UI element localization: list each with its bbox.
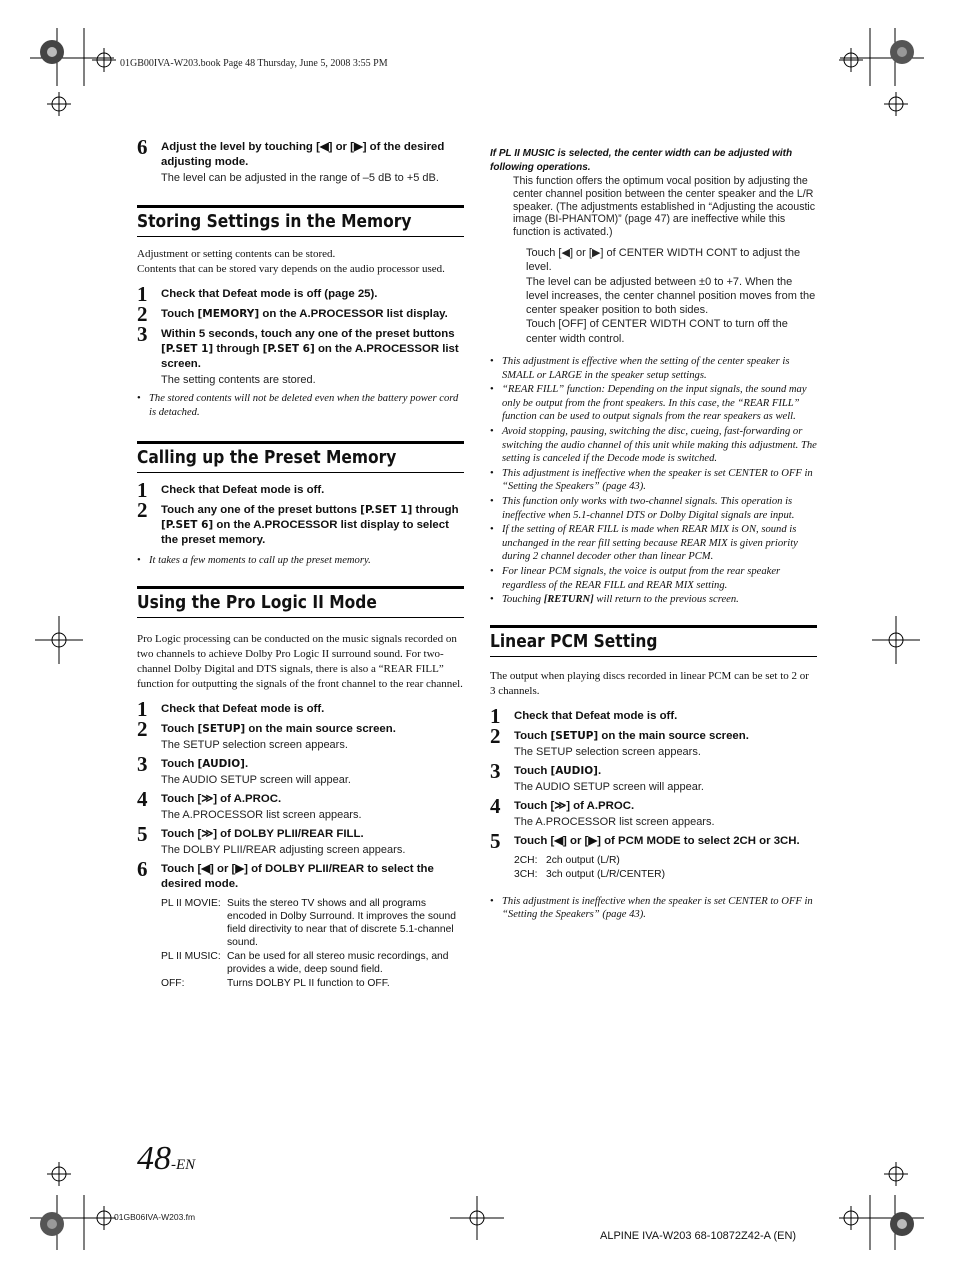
pcm-intro: The output when playing discs recorded in linear PCM can be set to 2 or 3 channels. — [490, 669, 809, 697]
right-arrow-icon: ▶ — [588, 834, 598, 847]
section-heading-calling: Calling up the Preset Memory — [137, 441, 464, 473]
section-heading-storing: Storing Settings in the Memory — [137, 205, 464, 237]
file-info-header: 01GB00IVA-W203.book Page 48 Thursday, June 5, 2008 3:55 PM — [120, 58, 388, 69]
definition-row: 3CH: 3ch output (L/R/CENTER) — [514, 868, 666, 880]
prologic-intro: Pro Logic processing can be conducted on the music signals recorded on two channels to achieve Dolby Pro Logic II surround sound. For two-channel Dolby Digital and DTS signals, there is also a “REAR FILL” function for outputting the signals of the front channel to the rear channel. — [137, 632, 463, 690]
forward-icon: ≫ — [201, 792, 214, 805]
pcm-step-3: 3 Touch [AUDIO]. The AUDIO SETUP screen will appear. — [490, 758, 704, 793]
left-column — [137, 135, 464, 991]
step-subtext: The level can be adjusted in the range of –5 dB to +5 dB. — [161, 172, 439, 184]
section-heading-pcm: Linear PCM Setting — [490, 625, 817, 657]
footer-file: 01GB06IVA-W203.fm — [114, 1212, 196, 1222]
left-arrow-icon: ◀ — [554, 834, 564, 847]
pcm-note: • This adjustment is ineffective when the speaker is set CENTER to OFF in “Setting the Speakers” (page 43). — [490, 895, 817, 922]
prologic-step-2: 2 Touch [SETUP] on the main source screen. The SETUP selection screen appears. — [137, 716, 396, 751]
center-width-heading: If PL II MUSIC is selected, the center width can be adjusted with following operations. — [490, 148, 793, 173]
prologic-step-1: 1 Check that Defeat mode is off. — [137, 696, 325, 721]
pcm-step-1: 1 Check that Defeat mode is off. — [490, 703, 678, 728]
section-heading-prologic: Using the Pro Logic II Mode — [137, 586, 464, 618]
calling-step-2: 2 Touch any one of the preset buttons [P.SET 1] through [P.SET 6] on the A.PROCESSOR list display to select the preset memory. — [137, 498, 459, 547]
footer-product-code: ALPINE IVA-W203 68-10872Z42-A (EN) — [600, 1230, 797, 1242]
definition-row: OFF: Turns DOLBY PL II function to OFF. — [161, 977, 390, 989]
left-arrow-icon: ◀ — [561, 246, 570, 259]
step-number: 6 — [137, 135, 148, 159]
forward-icon: ≫ — [554, 799, 567, 812]
storing-note: • The stored contents will not be deleted even when the battery power cord is detached. — [137, 392, 464, 419]
definition-row: PL II MOVIE: Suits the stereo TV shows and all programs encoded in Dolby Surround. It improves the sound field directivity to near that of discrete 5.1-channel sound. — [161, 897, 456, 948]
prologic-step-4: 4 Touch [≫] of A.PROC. The A.PROCESSOR list screen appears. — [137, 786, 362, 821]
storing-step-2: 2 Touch [MEMORY] on the A.PROCESSOR list display. — [137, 302, 448, 326]
right-arrow-icon: ▶ — [591, 246, 601, 259]
dolby-mode-list — [161, 897, 464, 990]
center-width-instructions: Touch [◀] or [▶] of CENTER WIDTH CONT to adjust the level. The level can be adjusted between ±0 to +7. When the level increases, the center channel position moves from the center speaker position to both sides. Touch [OFF] of CENTER WIDTH CONT to turn off the center width control. — [526, 246, 816, 345]
pcm-step-2: 2 Touch [SETUP] on the main source screen. The SETUP selection screen appears. — [490, 723, 749, 758]
right-column — [490, 147, 817, 923]
pcm-step-4: 4 Touch [≫] of A.PROC. The A.PROCESSOR list screen appears. — [490, 793, 715, 828]
note-return: • Touching [RETURN] will return to the previous screen. — [490, 593, 817, 607]
pcm-mode-list — [514, 854, 817, 881]
definition-row: 2CH: 2ch output (L/R) — [514, 854, 620, 866]
step-adjust-level — [137, 135, 464, 185]
storing-step-3: 3 Within 5 seconds, touch any one of the preset buttons [P.SET 1] through [P.SET 6] on the A.PROCESSOR list screen. The setting contents are stored. — [137, 322, 459, 386]
right-arrow-icon: ▶ — [353, 141, 363, 153]
storing-step-1: 1 Check that Defeat mode is off (page 25). — [137, 282, 378, 306]
right-arrow-icon: ▶ — [235, 862, 245, 875]
storing-intro: Adjustment or setting contents can be stored. Contents that can be stored vary depends on the audio processor used. — [137, 248, 445, 275]
prologic-step-6: 6 Touch [◀] or [▶] of DOLBY PLII/REAR to select the desired mode. — [137, 856, 434, 890]
pcm-step-5: 5 Touch [◀] or [▶] of PCM MODE to select 2CH or 3CH. — [490, 828, 800, 853]
center-width-description: This function offers the optimum vocal position by adjusting the center channel position between the center speaker and the L/R speaker. (The adjustments established in “Adjusting the acoustic image (BI-PHANTOM)” (page 47) are ineffective while this function is activated.) — [513, 175, 816, 239]
left-arrow-icon: ◀ — [319, 141, 329, 153]
prologic-step-3: 3 Touch [AUDIO]. The AUDIO SETUP screen will appear. — [137, 751, 351, 786]
step-text: Adjust the level by touching [◀] or [▶] of the desired adjusting mode. — [161, 141, 445, 168]
definition-row: PL II MUSIC: Can be used for all stereo music recordings, and provides a wide, deep sound field. — [161, 950, 449, 975]
calling-note: • It takes a few moments to call up the preset memory. — [137, 554, 464, 568]
calling-step-1: 1 Check that Defeat mode is off. — [137, 478, 325, 503]
prologic-step-5: 5 Touch [≫] of DOLBY PLII/REAR FILL. The DOLBY PLII/REAR adjusting screen appears. — [137, 821, 406, 856]
left-arrow-icon: ◀ — [201, 862, 211, 875]
memory-key: [MEMORY] — [197, 308, 260, 320]
forward-icon: ≫ — [201, 827, 214, 840]
rear-fill-notes: • This adjustment is effective when the setting of the center speaker is SMALL or LARGE in the speaker setup settings. • “REAR FILL” function: Depending on the input signals, the sound may only be output from the front speakers. In this case, the “REAR FILL” function can be used to output signals from the rear speakers as well. • Avoid stopping, pausing, switching the disc, cueing, fast-forwarding or switching the audio channel of this unit while making this adjustment. The setting is canceled if the Decode mode is switched. • This adjustment is ineffective when the speaker is set CENTER to OFF in “Setting the Speakers” (page 43). • This function only works with two-channel signals. This operation is ineffective when 5.1-channel DTS or Dolby Digital signals are input. • If the setting of REAR FILL is made when REAR MIX is ON, sound is unchanged in the rear fill setting because REAR MIX is given priority during 2 channel decoder other than linear PCM. • For linear PCM signals, the voice is output from the rear speaker regardless of the REAR FILL and REAR MIX setting. • Touching [RETURN] will return to the previous screen. — [490, 355, 817, 607]
page-number: 48-EN — [137, 1140, 196, 1177]
